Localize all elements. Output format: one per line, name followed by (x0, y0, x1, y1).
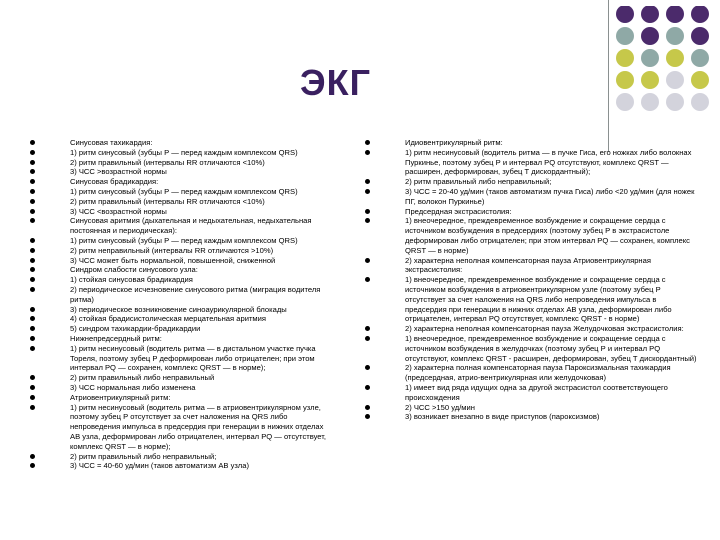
bullet-icon (30, 179, 35, 184)
list-item (30, 373, 335, 383)
bullet-icon (30, 150, 35, 155)
list-item (30, 167, 335, 177)
list-item-text: 2) характерна неполная компенсаторная пауза Атриовентрикулярная экстрасистолия: (405, 255, 651, 275)
list-item-text: 1) имеет вид ряда идущих одна за другой экстрасистол соответствующего происхождения (405, 382, 668, 402)
list-item (30, 461, 335, 471)
list-item-text: 1) внеочередное, преждевременное возбуждение и сокращение сердца с источником возбуждения в атриовентрикулярном узле (поэтому зубец Р отсутствует за счет наложения на QRS либо непроведения импульса в предсердия при генерации в нижних отделах АВ узла, деформирован либо отрицателен, интервал PQ отсутствует, комплекс QRST - в норме) (405, 275, 672, 324)
list-item-text: 1) внеочередное, преждевременное возбуждение и сокращение сердца с источником возбуждения в желудочках (поэтому зубец Р и интервал PQ отсутствуют, комплекс QRST - расширен, деформирован, зубец Т дискордантный) (405, 333, 697, 363)
list-item (30, 305, 335, 315)
list-item-text: 1) ритм несинусовый (водитель ритма — в дистальном участке пучка Тореля, поэтому зубец Р деформирован либо отрицателен; при этом интервал PQ — сохранен, комплекс QRST — в норме); (70, 343, 316, 373)
list-item-text: 3) периодическое возникновение синоаурикулярной блокады (70, 304, 287, 314)
list-item-text: Синусовая аритмия (дыхательная и недыхательная, недыхательная постоянная и периодическая): (70, 216, 312, 236)
list-item-text: 2) ритм правильный либо неправильный (70, 373, 215, 383)
list-item (30, 216, 335, 236)
list-item (365, 177, 700, 187)
decorative-dot (641, 6, 659, 23)
list-item-text: Синусовая брадикардия: (70, 177, 159, 187)
bullet-icon (30, 385, 35, 390)
bullet-icon (365, 189, 370, 194)
bullet-icon (365, 218, 370, 223)
list-item (365, 275, 700, 324)
list-item (30, 314, 335, 324)
decorative-dot (666, 6, 684, 23)
decorative-dot (666, 71, 684, 89)
bullet-icon (30, 238, 35, 243)
list-item (365, 207, 700, 217)
list-item (365, 383, 700, 403)
list-item (365, 324, 700, 334)
list-item (30, 148, 335, 158)
list-item-text: 2) ритм правильный (интервалы RR отличаются <10%) (70, 157, 265, 167)
bullet-icon (30, 307, 35, 312)
bullet-icon (30, 160, 35, 165)
decorative-dot (641, 93, 659, 111)
list-item (30, 256, 335, 266)
decorative-dot (641, 27, 659, 45)
decorative-dot (691, 71, 709, 89)
decorative-dot (616, 27, 634, 45)
list-item-text: 1) внеочередное, преждевременное возбуждение и сокращение сердца с источником возбуждения в предсердиях (поэтому зубец Р в экстрасистоле деформирован либо отрицателен; при этом интервал PQ — сохранен, комплекс QRST — в норме) (405, 216, 690, 255)
list-item-text: 1) ритм синусовый (зубцы Р — перед каждым комплексом QRS) (70, 147, 298, 157)
list-item (30, 324, 335, 334)
list-item-text: Синусовая тахикардия: (70, 138, 153, 147)
list-item (30, 393, 335, 403)
decorative-dot (691, 6, 709, 23)
bullet-icon (30, 336, 35, 341)
left-column (30, 138, 335, 471)
decorative-dot (691, 49, 709, 67)
list-item-text: 3) ЧСС может быть нормальной, повышенной, сниженной (70, 255, 276, 265)
list-item-text: 3) ЧСС = 20-40 уд/мин (таков автоматизм пучка Гиса) либо <20 уд/мин (для ножек ПГ, волокон Пуркинье) (405, 186, 695, 206)
right-column (365, 138, 700, 422)
list-item (365, 216, 700, 255)
list-item (30, 285, 335, 305)
list-item (365, 138, 700, 148)
page-title: ЭКГ (300, 62, 371, 103)
bullet-icon (365, 209, 370, 214)
decorative-dot (641, 71, 659, 89)
list-item (30, 275, 335, 285)
decorative-dot (616, 71, 634, 89)
bullet-icon (365, 385, 370, 390)
list-item (30, 265, 335, 275)
bullet-icon (30, 218, 35, 223)
list-item-text: 3) ЧСС <возрастной нормы (70, 206, 167, 216)
list-item (30, 197, 335, 207)
decorative-dot (691, 93, 709, 111)
list-item (365, 256, 700, 276)
bullet-icon (30, 267, 35, 272)
bullet-icon (30, 287, 35, 292)
list-item-text: 2) характерна полная компенсаторная пауза Пароксизмальная тахикардия (предсердная, атрио-вентрикулярная или желудочковая) (405, 363, 671, 383)
list-item-text: 3) ЧСС нормальная либо изменена (70, 382, 196, 392)
list-item (30, 246, 335, 256)
list-item-text: 1) ритм несинусовый (водитель ритма — в пучке Гиса, его ножках либо волокнах Пуркинье, поэтому зубец Р и интервал PQ отсутствуют, комплекс QRST — расширен, деформирован, зубец Т дискордантный); (405, 147, 692, 177)
bullet-icon (365, 414, 370, 419)
bullet-icon (365, 258, 370, 263)
list-item (365, 334, 700, 363)
list-item-text: Синдром слабости синусового узла: (70, 265, 198, 275)
list-item (30, 334, 335, 344)
bullet-icon (30, 258, 35, 263)
decorative-dot (691, 27, 709, 45)
bullet-icon (30, 140, 35, 145)
list-item-text: Атриовентрикулярный ритм: (70, 392, 171, 402)
list-item-text: Нижнепредсердный ритм: (70, 333, 162, 343)
bullet-icon (30, 454, 35, 459)
list-item (365, 403, 700, 413)
bullet-icon (365, 179, 370, 184)
list-item (30, 177, 335, 187)
bullet-icon (365, 140, 370, 145)
decorative-dot (641, 49, 659, 67)
bullet-icon (365, 365, 370, 370)
list-item (30, 403, 335, 452)
bullet-icon (365, 336, 370, 341)
list-item (30, 344, 335, 373)
bullet-icon (30, 169, 35, 174)
list-item (30, 236, 335, 246)
list-item (30, 207, 335, 217)
list-item-text: 2) ритм правильный либо неправильный; (405, 177, 552, 187)
list-item-text: 3) возникает внезапно в виде приступов (пароксизмов) (405, 412, 600, 422)
list-item-text: 1) стойкая синусовая брадикардия (70, 275, 193, 285)
bullet-icon (30, 277, 35, 282)
list-item-text: 2) периодическое исчезновение синусового ритма (миграция водителя ритма) (70, 284, 321, 304)
list-item (30, 187, 335, 197)
decorative-dot (666, 93, 684, 111)
list-item-text: 2) характерна неполная компенсаторная пауза Желудочковая экстрасистолия: (405, 324, 684, 334)
list-item (365, 363, 700, 383)
decorative-dot-grid (594, 6, 720, 114)
bullet-icon (30, 209, 35, 214)
list-item-text: 2) ЧСС >150 уд/мин (405, 402, 475, 412)
bullet-icon (365, 150, 370, 155)
list-item (30, 158, 335, 168)
bullet-icon (30, 248, 35, 253)
list-item-text: 4) стойкая брадисистолическая мерцательная аритмия (70, 314, 266, 324)
decorative-dot (666, 49, 684, 67)
bullet-icon (30, 346, 35, 351)
list-item (30, 452, 335, 462)
bullet-icon (365, 277, 370, 282)
decorative-dot (616, 49, 634, 67)
bullet-icon (30, 405, 35, 410)
bullet-icon (30, 199, 35, 204)
bullet-icon (30, 395, 35, 400)
list-item-text: 1) ритм несинусовый (водитель ритма — в атриовентрикулярном узле, поэтому зубец Р отсутствует за счет наложения на QRS либо непроведения импульса в предсердия при генерации в нижних отделах АВ узла, деформирован либо отрицателен, интервал PQ — отсутствует, комплекс QRST — в норме); (70, 402, 327, 451)
bullet-icon (30, 463, 35, 468)
list-item-text: 1) ритм синусовый (зубцы Р — перед каждым комплексом QRS) (70, 235, 298, 245)
bullet-icon (30, 189, 35, 194)
bullet-icon (365, 405, 370, 410)
decorative-dot (666, 27, 684, 45)
list-item-text: 2) ритм неправильный (интервалы RR отличаются >10%) (70, 245, 274, 255)
list-item-text: 3) ЧСС >возрастной нормы (70, 167, 167, 177)
bullet-icon (30, 326, 35, 331)
bullet-icon (30, 375, 35, 380)
list-item-text: 2) ритм правильный (интервалы RR отличаются <10%) (70, 196, 265, 206)
list-item (30, 138, 335, 148)
decorative-dot (616, 6, 634, 23)
list-item (365, 148, 700, 177)
list-item (365, 412, 700, 422)
bullet-icon (365, 326, 370, 331)
list-item-text: 3) ЧСС = 40-60 уд/мин (таков автоматизм АВ узла) (70, 461, 249, 471)
bullet-icon (30, 316, 35, 321)
list-item-text: 2) ритм правильный либо неправильный; (70, 451, 217, 461)
decorative-dot (616, 93, 634, 111)
list-item (30, 383, 335, 393)
list-item-text: Идиовентрикулярный ритм: (405, 138, 503, 147)
list-item-text: 5) синдром тахикардии-брадикардии (70, 324, 201, 334)
list-item-text: 1) ритм синусовый (зубцы Р — перед каждым комплексом QRS) (70, 186, 298, 196)
list-item (365, 187, 700, 207)
list-item-text: Предсердная экстрасистолия: (405, 206, 512, 216)
